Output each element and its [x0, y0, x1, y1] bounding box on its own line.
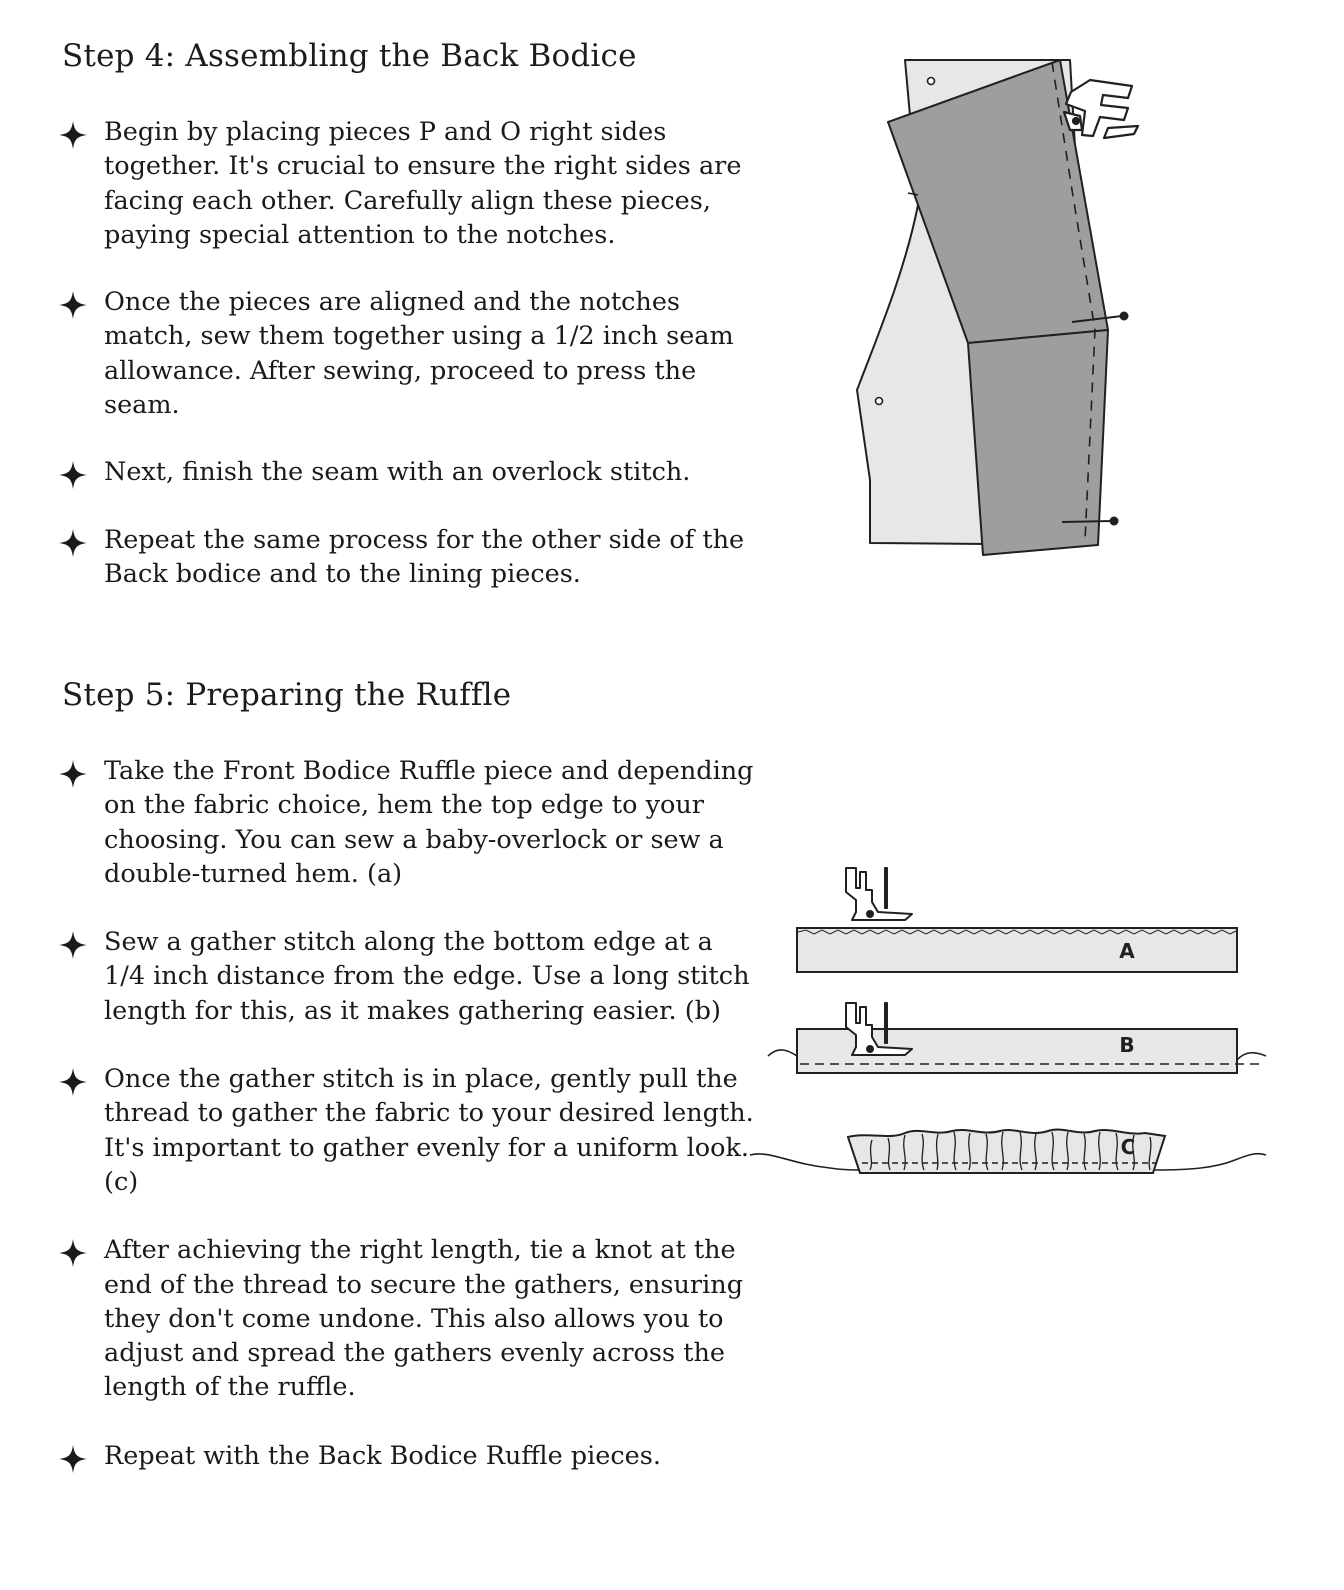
presser-foot-icon — [846, 868, 912, 920]
bullet-text: Take the Front Bodice Ruffle piece and depending on the fabric choice, hem the top edge to your choosing. You can sew a baby-overlock or sew a double-turned hem. (a) — [104, 756, 754, 889]
bullet-text: Once the gather stitch is in place, gently pull the thread to gather the fabric to your desired length. It's important to gather evenly for a uniform look. (c) — [104, 1064, 754, 1197]
step5-title: Step 5: Preparing the Ruffle — [62, 677, 512, 713]
bullet-text: After achieving the right length, tie a knot at the end of the thread to secure the gathers, ensuring they don't come undone. This also allows you to adjust and spread the gathers evenly across the length of the ruffle. — [104, 1235, 744, 1403]
bullet-text: Repeat the same process for the other side of the Back bodice and to the lining pieces. — [104, 524, 745, 589]
label-c: C — [1120, 1135, 1136, 1159]
bullet-text: Once the pieces are aligned and the notches match, sew them together using a 1/2 inch seam allowance. After sewing, proceed to press the seam. — [104, 287, 734, 421]
bullet-text: Begin by placing pieces P and O right sides together. It's crucial to ensure the right sides are facing each other. Carefully align these pieces, paying special attention to the notches. — [104, 117, 742, 250]
thread-tail — [1155, 1154, 1266, 1170]
thread-tail — [750, 1154, 860, 1170]
label-b: B — [1119, 1033, 1135, 1057]
bullet-text: Repeat with the Back Bodice Ruffle pieces. — [104, 1440, 661, 1471]
bullet-text: Next, finish the seam with an overlock stitch. — [104, 457, 691, 488]
bullet-text: Sew a gather stitch along the bottom edge at a 1/4 inch distance from the edge. Use a long stitch length for this, as it makes gathering easier. (b) — [104, 927, 750, 1026]
label-a: A — [1119, 939, 1135, 963]
step4-title: Step 4: Assembling the Back Bodice — [62, 38, 637, 74]
ruffle-strip-a — [797, 928, 1237, 972]
thread-tail — [768, 1050, 797, 1056]
thread-tail — [1237, 1053, 1266, 1060]
